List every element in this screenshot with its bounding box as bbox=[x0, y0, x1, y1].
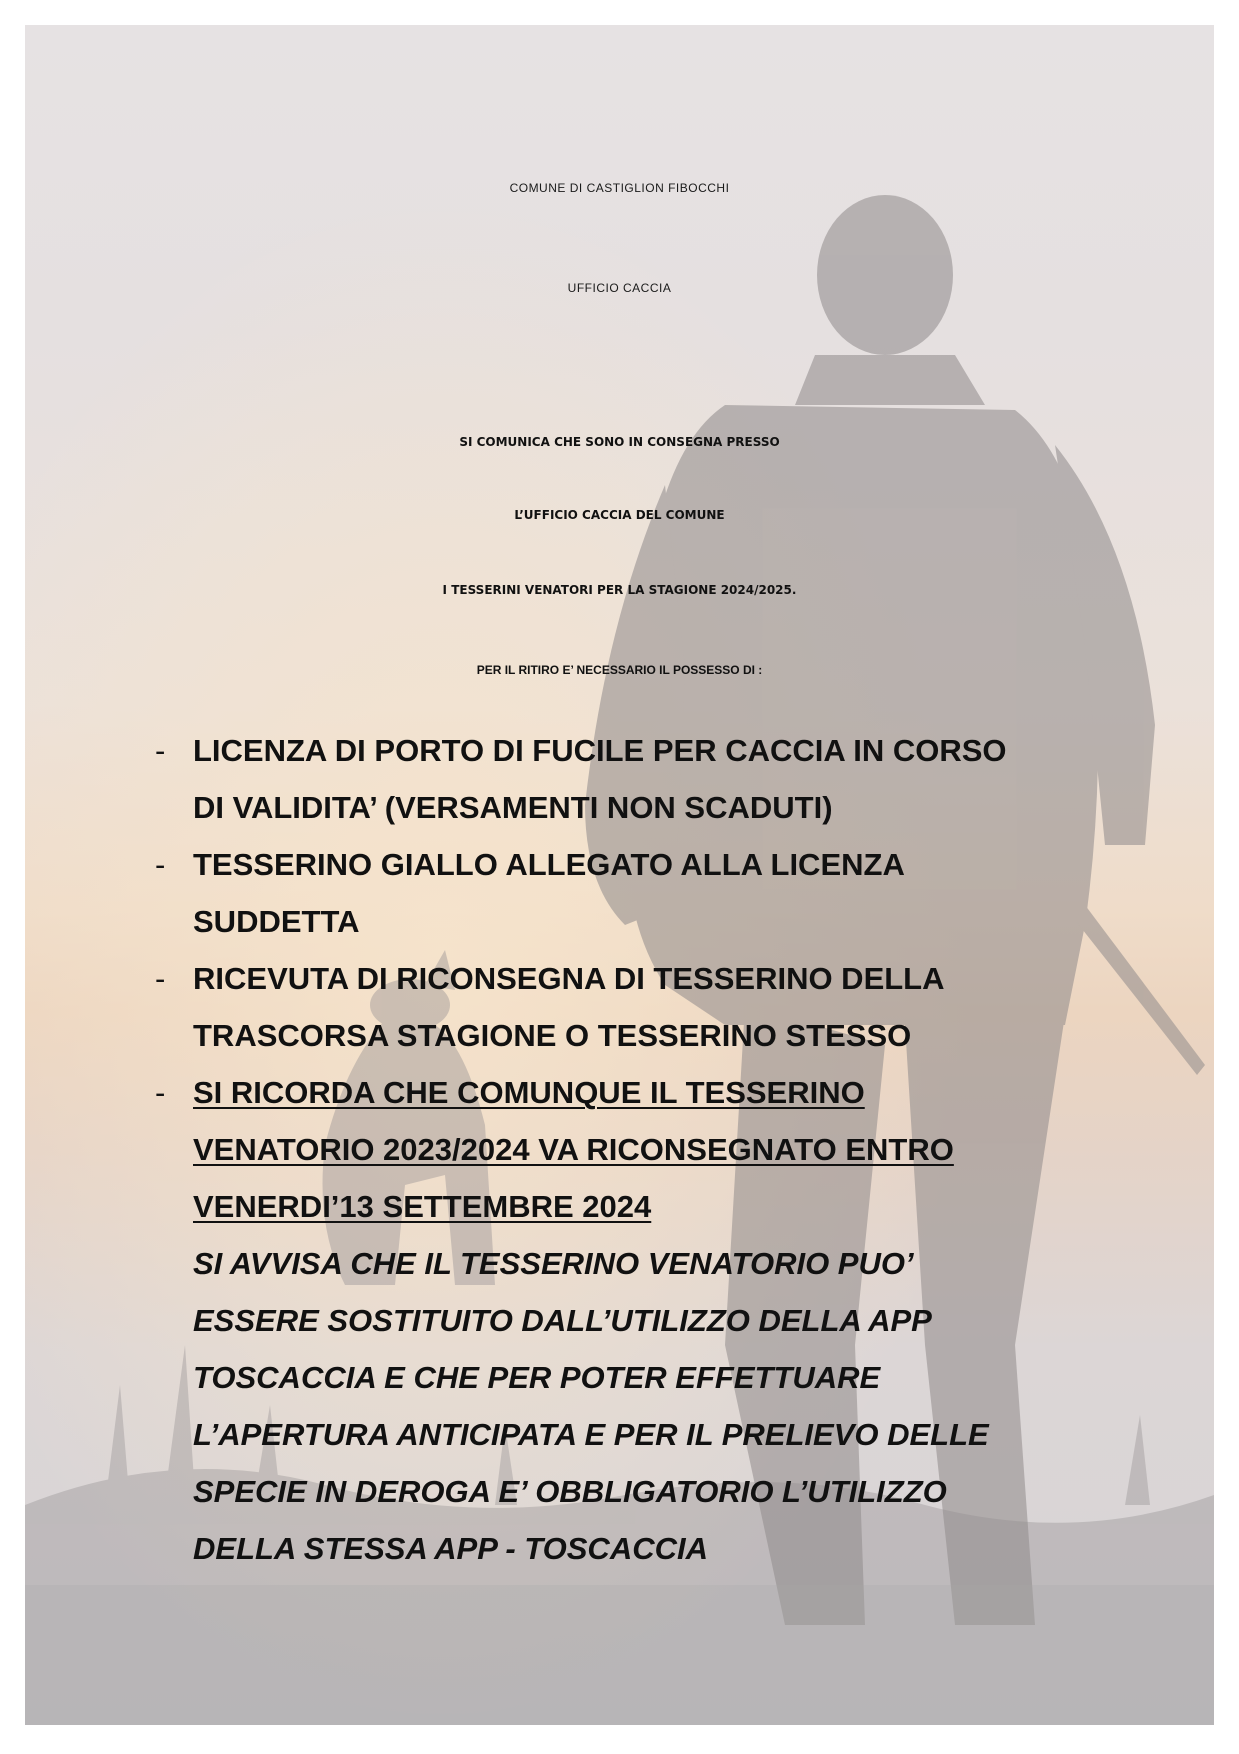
requirement-line: RICEVUTA DI RICONSEGNA DI TESSERINO DELLA bbox=[193, 961, 945, 996]
reminder-deadline: VENERDI’13 SETTEMBRE 2024 bbox=[193, 1189, 652, 1224]
app-notice-line: L’APERTURA ANTICIPATA E PER IL PRELIEVO DELLE bbox=[193, 1417, 989, 1452]
requirements-intro: PER IL RITIRO E’ NECESSARIO IL POSSESSO DI : bbox=[476, 663, 763, 677]
list-bullet: - bbox=[155, 1075, 166, 1110]
app-notice-line: DELLA STESSA APP - TOSCACCIA bbox=[193, 1531, 708, 1566]
reminder-line: VENATORIO 2023/2024 VA RICONSEGNATO ENTRO bbox=[193, 1132, 954, 1167]
requirements-list bbox=[25, 25, 1214, 1725]
list-bullet: - bbox=[155, 847, 166, 882]
reminder-line: SI RICORDA CHE COMUNQUE IL TESSERINO bbox=[193, 1075, 865, 1110]
announcement-line-1: SI COMUNICA CHE SONO IN CONSEGNA PRESSO bbox=[459, 435, 780, 449]
announcement-line-2: L’UFFICIO CACCIA DEL COMUNE bbox=[514, 508, 725, 522]
requirement-line: SUDDETTA bbox=[193, 904, 360, 939]
app-notice-line: SI AVVISA CHE IL TESSERINO VENATORIO PUO’ bbox=[193, 1246, 914, 1281]
requirement-line: LICENZA DI PORTO DI FUCILE PER CACCIA IN CORSO bbox=[193, 733, 1007, 768]
requirement-line: TESSERINO GIALLO ALLEGATO ALLA LICENZA bbox=[193, 847, 905, 882]
app-notice-line: TOSCACCIA E CHE PER POTER EFFETTUARE bbox=[193, 1360, 881, 1395]
app-notice-line: ESSERE SOSTITUITO DALL’UTILIZZO DELLA APP bbox=[193, 1303, 932, 1338]
requirement-line: TRASCORSA STAGIONE O TESSERINO STESSO bbox=[193, 1018, 912, 1053]
office-name: UFFICIO CACCIA bbox=[567, 281, 672, 295]
list-bullet: - bbox=[155, 733, 166, 768]
app-notice-line: SPECIE IN DEROGA E’ OBBLIGATORIO L’UTILIZZO bbox=[193, 1474, 947, 1509]
requirement-line: DI VALIDITA’ (VERSAMENTI NON SCADUTI) bbox=[193, 790, 833, 825]
municipality-name: COMUNE DI CASTIGLION FIBOCCHI bbox=[509, 181, 730, 195]
announcement-line-3: I TESSERINI VENATORI PER LA STAGIONE 2024/2025. bbox=[442, 583, 797, 597]
list-bullet: - bbox=[155, 961, 166, 996]
notice-poster bbox=[25, 25, 1214, 1725]
